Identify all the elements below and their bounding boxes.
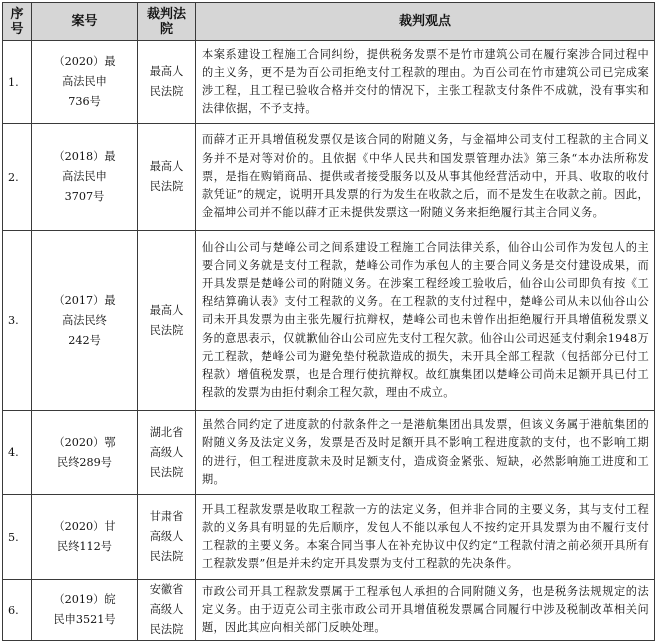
judgment-table <box>2 2 655 641</box>
header-court <box>138 3 196 41</box>
court-name-text: 湖北省 高级人 民法院 <box>149 425 184 479</box>
table-row <box>3 580 655 641</box>
case-number-text: （2020）鄂 民终289号 <box>53 435 116 469</box>
case-number-text: （2020）甘 民终112号 <box>53 520 116 553</box>
row-number: 1. <box>3 41 32 124</box>
row-number: 2. <box>3 124 32 231</box>
judgment-view: 本案系建设工程施工合同纠纷，提供税务发票不是竹市建筑公司在履行案涉合同过程中的主义务，更不是为百公司拒绝支付工程款的理由。为百公司在竹市建筑公司已完成案涉工程，且工程已验收合格并交付的情况下，主张工程款支付条件不成就，没有事实和法律依据，不予支持。 <box>196 41 655 124</box>
header-case <box>32 3 138 41</box>
court-name-text: 甘肃省 高级人 民法院 <box>149 510 184 563</box>
judgment-view: 开具工程款发票是收取工程款一方的法定义务，但并非合同的主要义务，其与支付工程款的义务具有明显的先后顺序，发包人不能以承包人不按约定开具发票为由不履行支付工程款的主要义务。本案合同当事人在补充协议中仅约定“工程款付清之前必须开具所有工程款发票”但是并未约定开具发票为支付工程款的先决条件。 <box>196 495 655 580</box>
case-number-text: （2019）皖 民申3521号 <box>53 593 116 626</box>
court-name-text: 最高人 民法院 <box>149 303 184 337</box>
header-court-text: 裁判法 院 <box>146 6 186 37</box>
row-number: 4. <box>3 411 32 495</box>
court-name <box>138 41 196 124</box>
judgment-view: 市政公司开具工程款发票属于工程承包人承担的合同附随义务，也是税务法规规定的法定义务。由于迈克公司主张市政公司开具增值税发票属合同履行中涉及税制改革相关问题，因此其应向相关部门反映处理。 <box>196 580 655 641</box>
court-name <box>138 580 196 641</box>
header-row <box>3 3 655 41</box>
court-name <box>138 124 196 231</box>
table-row <box>3 124 655 231</box>
case-number <box>32 41 138 124</box>
court-name-text: 最高人 民法院 <box>149 65 184 98</box>
judgment-view: 而薛才正开具增值税发票仅是该合同的附随义务，与金福坤公司支付工程款的主合同义务并不是对等对价的。且依据《中华人民共和国发票管理办法》第三条“本办法所称发票，是指在购销商品、提供或者接受服务以及从事其他经营活动中，开具、收取的收付款凭证”的规定，说明开具发票的行为发生在收款之后，而不是发生在收款之前。因此，金福坤公司并不能以薛才正未提供发票这一附随义务来拒绝履行其主合同义务。 <box>196 124 655 231</box>
header-view <box>196 3 655 41</box>
header-case-text: 案号 <box>71 14 98 29</box>
case-number-text: （2020）最 高法民申 736号 <box>53 55 116 108</box>
case-number <box>32 124 138 231</box>
judgment-view: 虽然合同约定了进度款的付款条件之一是港航集团出具发票，但该义务属于港航集团的附随义务及法定义务，发票是否及时足额开具不影响工程进度款的支付，也不影响工期的进行，但工程进度款未及时足额支付，造成资金紧张、短缺，必然影响施工进度和工期。 <box>196 411 655 495</box>
court-name <box>138 411 196 495</box>
case-number-text: （2017）最 高法民终 242号 <box>53 293 116 347</box>
row-number: 5. <box>3 495 32 580</box>
court-name-text: 安徽省 高级人 民法院 <box>149 583 184 636</box>
case-number-text: （2018）最 高法民申 3707号 <box>53 150 116 203</box>
case-number <box>32 411 138 495</box>
judgment-view: 仙谷山公司与楚峰公司之间系建设工程施工合同法律关系，仙谷山公司作为发包人的主要合同义务就是支付工程款，楚峰公司作为承包人的主要合同义务是交付建设成果，而开具发票是楚峰公司的附随义务。在涉案工程经竣工验收后，仙谷山公司即负有按《工程结算确认表》支付工程款的义务。在工程款的支付过程中，楚峰公司从未以仙谷山公司未开具发票为由主张先履行抗辩权，楚峰公司也未曾作出拒绝履行开具增值税发票义务的意思表示，仅就歉仙谷山公司应先支付工程欠款。仙谷山公司迟延支付剩余1948万元工程款，楚峰公司为避免垫付税款造成的损失，未开具全部工程款（包括部分已付工程款）增值税发票，也是合理行使抗辩权。故红旗集团以楚峰公司尚未足额开具已付工程款的发票为由拒付剩余工程欠款，理由不成立。 <box>196 231 655 411</box>
table-row <box>3 495 655 580</box>
court-name-text: 最高人 民法院 <box>149 160 184 193</box>
header-no-text: 序 号 <box>10 6 24 37</box>
header-no <box>3 3 32 41</box>
case-number <box>32 495 138 580</box>
table-row <box>3 231 655 411</box>
table-row <box>3 411 655 495</box>
case-number <box>32 231 138 411</box>
case-number <box>32 580 138 641</box>
table-row <box>3 41 655 124</box>
court-name <box>138 495 196 580</box>
row-number: 6. <box>3 580 32 641</box>
header-view-text: 裁判观点 <box>398 14 451 29</box>
row-number: 3. <box>3 231 32 411</box>
court-name <box>138 231 196 411</box>
